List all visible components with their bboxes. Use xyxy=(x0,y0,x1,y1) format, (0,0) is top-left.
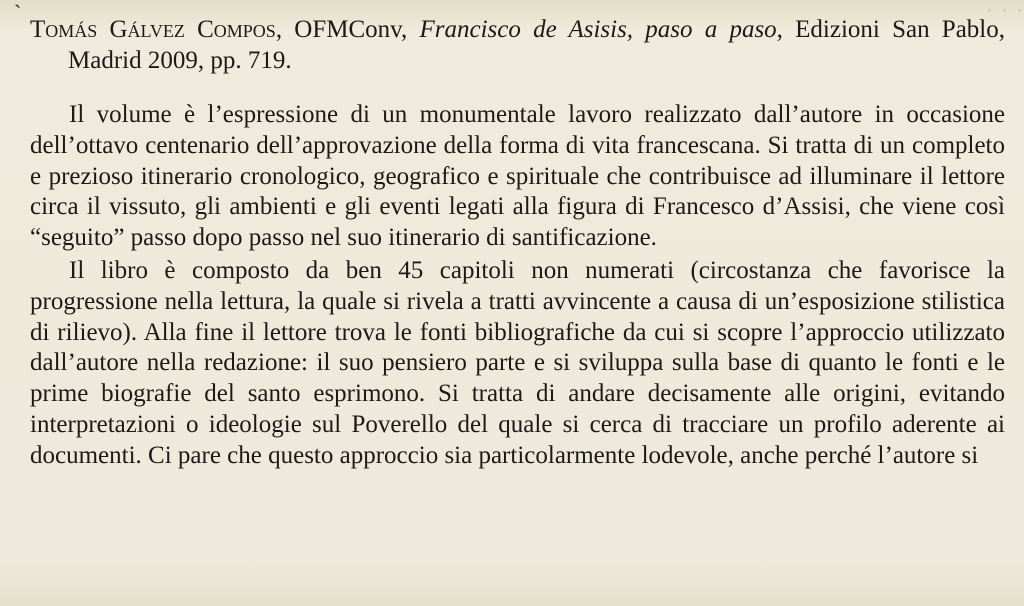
book-title: Francisco de Asisis, paso a paso xyxy=(419,16,777,43)
review-paragraph-2: Il libro è composto da ben 45 capitoli non numerati (circostanza che favorisce la progressione nella lettura, la quale si rivela a tratti avvincente a causa di un’esposizione stilistica di rilievo). Alla fine il lettore trova le fonti bibliografiche da cui si scopre l’approccio utilizzato dall’autore nella redazione: il suo pensiero parte e si sviluppa sulla base di quanto le fonti e le prime biografie del santo esprimono. Si tratta di andare decisamente alle origini, evitando interpretazioni o ideologie sul Poverello del quale si cerca di tracciare un profilo aderente ai documenti. Ci pare che questo approccio sia particolarmente lodevole, anche perché l’autore si xyxy=(30,256,1005,469)
author-order: , OFMConv, xyxy=(275,16,420,43)
book-author: Tomás Gálvez Compos xyxy=(30,16,276,43)
review-page xyxy=(30,14,1005,474)
margin-mark: ` xyxy=(14,0,22,25)
book-publisher: , Edizioni San Pablo, Madrid 2009, pp. 719. xyxy=(68,16,1005,74)
review-paragraph-1: Il volume è l’espressione di un monumentale lavoro realizzato dall’autore in occasione dell’ottavo centenario dell’approvazione della forma di vita francescana. Si tratta di un completo e prezioso itinerario cronologico, geografico e spirituale che contribuisce ad illuminare il lettore circa il vissuto, gli ambienti e gli eventi legati alla figura di Francesco d’Assisi, che viene così “seguito” passo dopo passo nel suo itinerario di santificazione. xyxy=(30,101,1005,252)
show-through-text: · · · xyxy=(985,0,1024,22)
book-citation xyxy=(30,14,1005,76)
